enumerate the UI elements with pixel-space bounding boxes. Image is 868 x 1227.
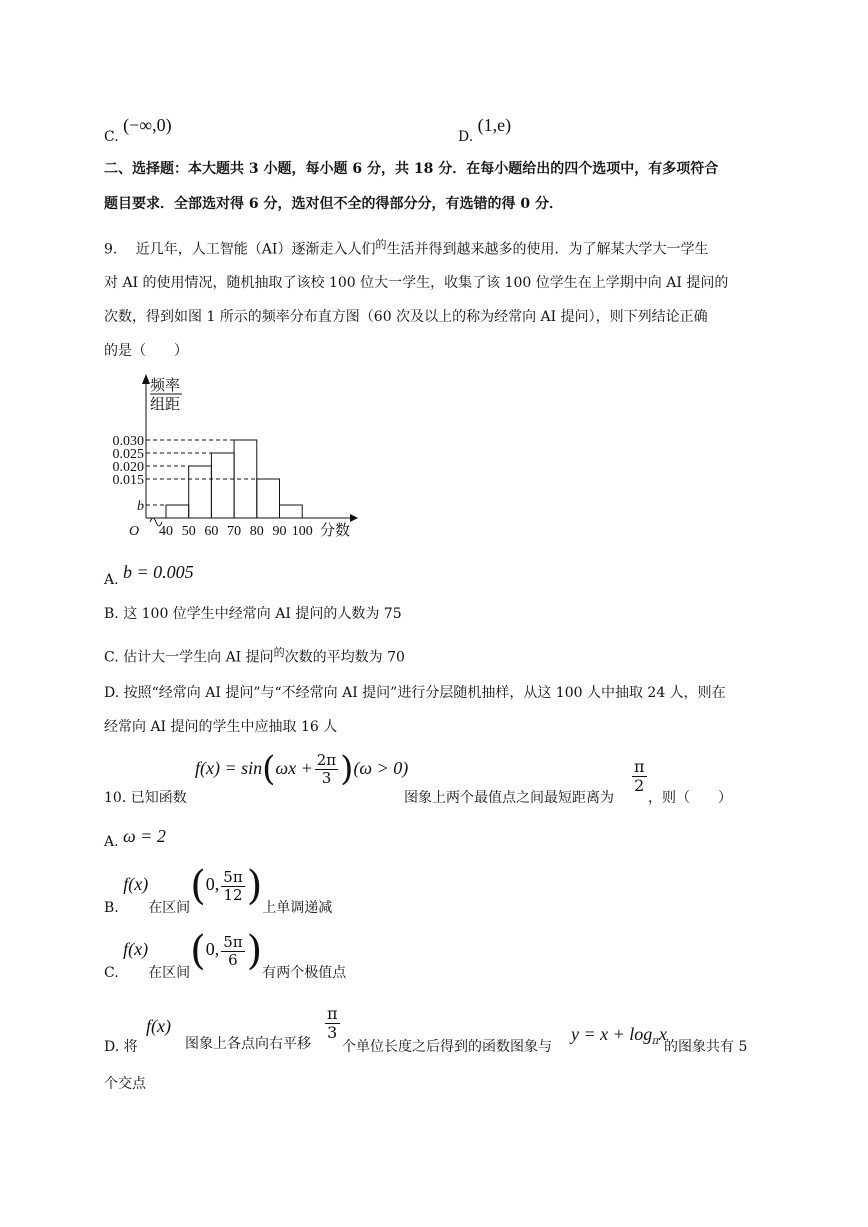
y-tick-label: 0.025: [112, 447, 144, 462]
q10-option-d-expr-main: y = x + log: [571, 1024, 653, 1044]
q10-option-c: [104, 928, 347, 982]
q10-option-d-expr-x: x: [658, 1024, 667, 1044]
q10-pi-num: π: [634, 757, 645, 776]
q10-option-b-zero: 0,: [205, 874, 220, 894]
section2-line1: 二、选择题：本大题共 3 小题，每小题 6 分，共 18 分．在每小题给出的四个选项中，有多项符合: [104, 161, 719, 177]
y-tick-label: 0.030: [112, 434, 144, 449]
q10-option-a: [104, 826, 166, 850]
q10-open-paren: (: [262, 749, 276, 789]
x-axis-label: 分数: [320, 523, 351, 539]
y-label-bottom: 组距: [150, 397, 181, 413]
q10-option-c-fraction: [221, 934, 244, 968]
q10-arg: ωx +: [275, 758, 313, 778]
histogram-bar: [257, 479, 280, 518]
q10-option-c-label: C.: [104, 965, 119, 981]
q9-line3: 次数，得到如图 1 所示的频率分布直方图（60 次及以上的称为经常向 AI 提问），则下列结论正确: [104, 309, 708, 325]
x-tick-label: 90: [272, 524, 287, 539]
q10-option-b-mid: 在区间: [148, 900, 191, 916]
y-tick-label: 0.020: [112, 460, 144, 475]
histogram-bar: [166, 505, 189, 518]
q9-line1-a: 9. 近几年，人工智能（AI）逐渐走入人们: [104, 241, 376, 258]
q10-pi-fraction: [632, 758, 647, 794]
histogram-bar: [189, 466, 212, 518]
x-tick-label: 100: [291, 524, 313, 539]
q10-option-a-label: A.: [104, 834, 119, 850]
q10-option-b-open-paren: (: [190, 863, 206, 909]
q10-arg-frac-den: 3: [321, 768, 332, 787]
q10-arg-frac-num: 2π: [316, 751, 337, 769]
q9-option-d-line2: 经常向 AI 提问的学生中应抽取 16 人: [104, 719, 338, 735]
q10-option-d-den: 3: [327, 1022, 338, 1042]
q10-option-c-fx: f(x): [123, 939, 149, 959]
q10-close-paren: ): [340, 749, 354, 789]
q10-pi-den: 2: [634, 775, 645, 795]
x-axis-arrow: [350, 514, 358, 522]
x-tick-label: 60: [204, 524, 219, 539]
q10-cond: (ω > 0): [353, 758, 409, 778]
q10-option-b: [104, 863, 333, 917]
q10-option-c-den: 6: [228, 950, 238, 969]
q9-line2: 对 AI 的使用情况，随机抽取了该校 100 位大一学生，收集了该 100 位学生在上学期中向 AI 提问的: [104, 275, 729, 291]
y-tick-label: b: [137, 499, 144, 514]
q10-option-b-label: B.: [104, 900, 119, 916]
x-tick-label: 80: [249, 524, 264, 539]
q9-option-c-a: C. 估计大一学生向 AI 提问: [104, 649, 274, 666]
q10-text-mid: 图象上两个最值点之间最短距离为: [404, 790, 614, 806]
q10-option-c-num: 5π: [223, 933, 243, 951]
q10-option-c-zero: 0,: [205, 939, 220, 959]
q9-option-b: B. 这 100 位学生中经常向 AI 提问的人数为 75: [104, 606, 402, 622]
q10-option-d-expr: [571, 1024, 667, 1047]
origin-label: O: [128, 524, 140, 539]
q9-line1-sup: 的: [375, 238, 387, 251]
q10-option-b-close-paren: ): [246, 863, 263, 909]
q9-line4: 的是（ ）: [104, 343, 188, 359]
q9-option-a-label: A.: [104, 572, 119, 588]
x-tick-label: 40: [159, 524, 173, 539]
histogram-bar: [211, 453, 234, 518]
frequency-histogram: [100, 370, 370, 540]
q10-option-d-fx: f(x): [146, 1016, 171, 1036]
q10-option-b-num: 5π: [223, 868, 243, 886]
q9-line1-b: 生活并得到越来越多的使用．为了解某大学大一学生: [386, 241, 709, 258]
q9-option-c: [104, 644, 405, 667]
prev-option-c: [104, 115, 172, 145]
prev-option-c-label: C.: [104, 129, 119, 145]
y-axis-arrow: [142, 374, 150, 384]
x-tick-label: 50: [181, 524, 196, 539]
q9-option-a: [104, 562, 194, 588]
q10-option-b-tail: 上单调递减: [262, 900, 333, 916]
prev-option-c-expr: (−∞,0): [123, 115, 172, 135]
x-tick-label: 70: [227, 524, 242, 539]
prev-option-d: [458, 115, 511, 145]
q10-option-c-tail: 有两个极值点: [262, 965, 347, 981]
section2-line2: 题目要求．全部选对得 6 分，选对但不全的得部分分，有选错的得 0 分．: [104, 196, 563, 212]
q10-option-d-mid: 图象上各点向右平移: [185, 1036, 311, 1052]
q10-option-d-line2: 个交点: [104, 1076, 146, 1092]
q10-option-c-open-paren: (: [190, 928, 206, 974]
q10-option-d-num: π: [327, 1004, 338, 1023]
y-tick-label: 0.015: [112, 473, 144, 488]
q9-option-a-expr: b = 0.005: [123, 562, 194, 582]
q9-option-c-b: 次数的平均数为 70: [284, 649, 405, 666]
q10-function-expr: [195, 749, 409, 789]
q10-option-b-den: 12: [223, 885, 243, 904]
q10-option-b-fx: f(x): [123, 874, 149, 894]
q9-option-d-line1: D. 按照“经常向 AI 提问”与“不经常向 AI 提问”进行分层随机抽样，从这 100 人中抽取 24 人，则在: [104, 685, 726, 701]
q10-arg-fraction: [315, 752, 338, 786]
prev-option-d-label: D.: [458, 129, 474, 145]
q10-option-c-mid: 在区间: [148, 965, 191, 981]
histogram-bar: [280, 505, 303, 518]
q10-option-d-label: D. 将: [104, 1039, 138, 1055]
q10-option-c-close-paren: ): [246, 928, 263, 974]
q9-line1: [104, 236, 708, 259]
prev-option-d-expr: (1,e): [477, 115, 512, 135]
q10-option-d-text3: 的图象共有 5: [664, 1039, 748, 1055]
q10-tail: ，则（ ）: [648, 790, 732, 806]
q10-option-a-expr: ω = 2: [123, 826, 166, 846]
q10-option-d-fraction: [325, 1005, 340, 1041]
q9-option-c-sup: 的: [273, 646, 285, 659]
q10-option-d-text2: 个单位长度之后得到的函数图象与: [342, 1039, 552, 1055]
q10-option-d-expr-sub: π: [652, 1036, 659, 1048]
y-label-top: 频率: [150, 378, 181, 394]
q10-label: 10. 已知函数: [104, 790, 187, 806]
q10-fx: f(x) = sin: [195, 758, 263, 778]
q10-option-b-fraction: [221, 869, 244, 903]
